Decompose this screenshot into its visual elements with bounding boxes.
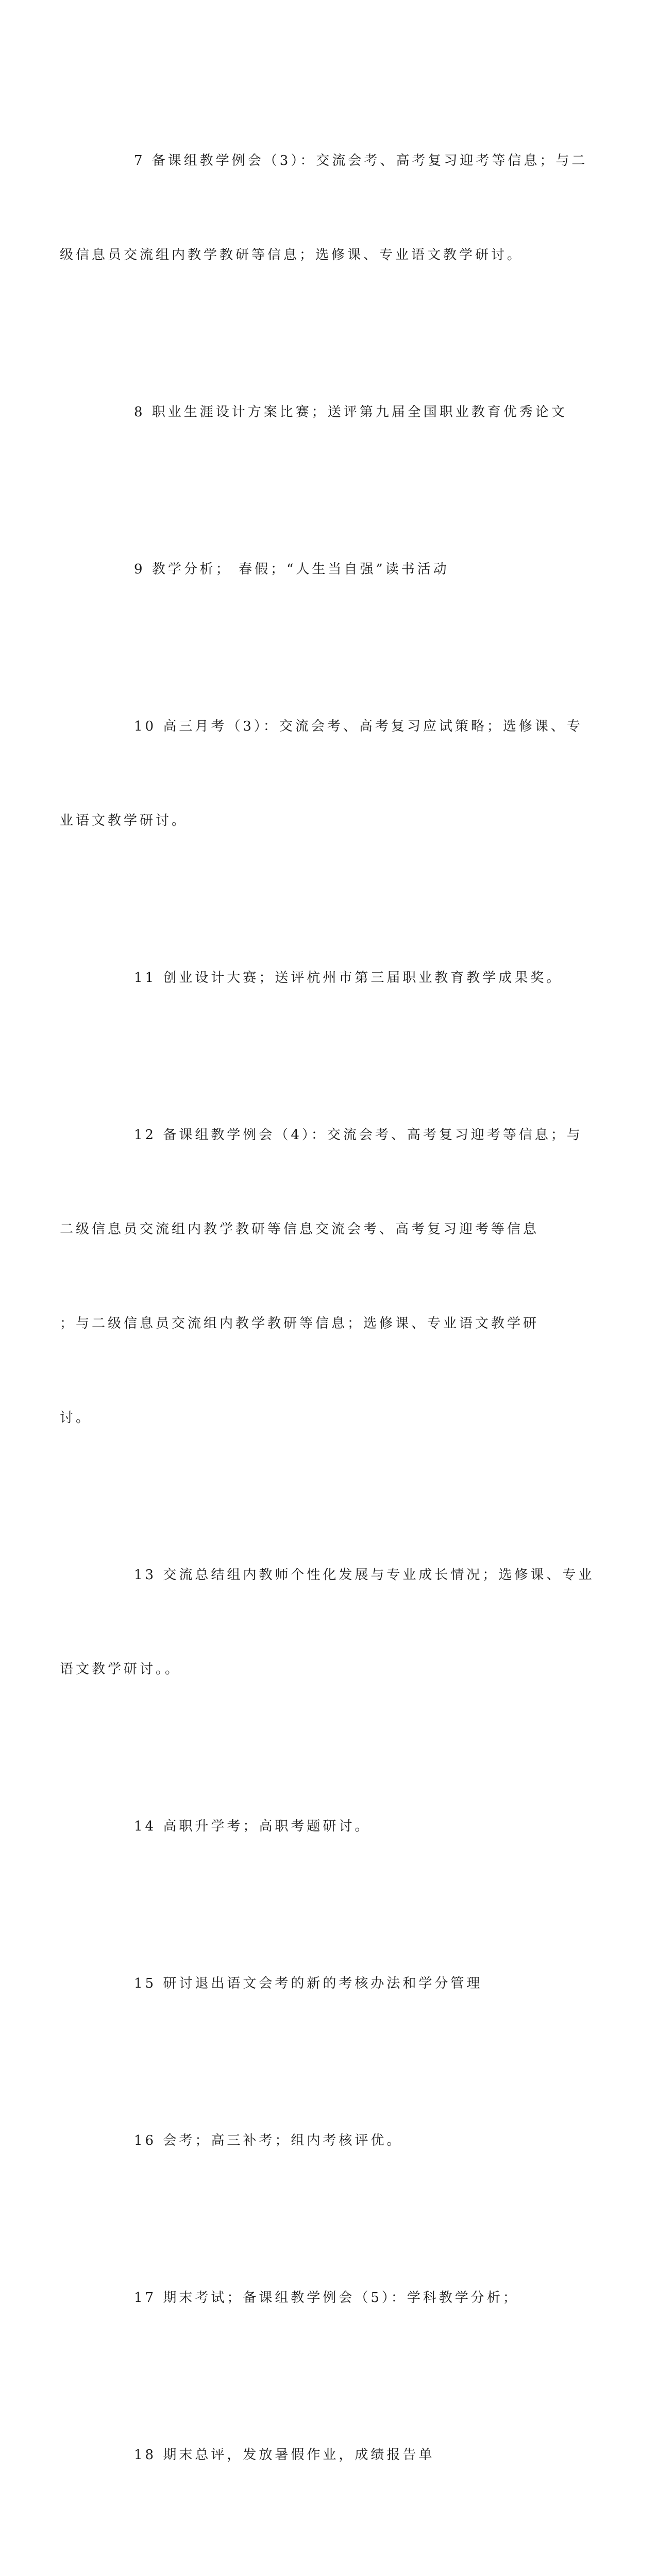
paragraph-line: 10 高三月考（3）：交流会考、高考复习应试策略；选修课、专 xyxy=(134,719,583,734)
paragraph-line: 语文教学研讨。。 xyxy=(60,1662,181,1677)
paragraph-line: 二级信息员交流组内教学教研等信息交流会考、高考复习迎考等信息 xyxy=(60,1222,540,1237)
paragraph-line: 14 高职升学考；高职考题研讨。 xyxy=(134,1819,371,1834)
paragraph-line: 17 期末考试；备课组教学例会（5）：学科教学分析； xyxy=(134,2290,519,2306)
paragraph-line: 11 创业设计大赛；送评杭州市第三届职业教育教学成果奖。 xyxy=(134,970,563,986)
paragraph-item-13 xyxy=(60,1497,595,1748)
paragraph-line: 18 期末总评，发放暑假作业，成绩报告单 xyxy=(134,2447,435,2463)
paragraph-line: 7 备课组教学例会（3）：交流会考、高考复习迎考等信息；与二 xyxy=(134,153,588,168)
paragraph-item-18 xyxy=(97,2377,555,2534)
paragraph-line: 15 研讨退出语文会考的新的考核办法和学分管理 xyxy=(134,1976,483,1991)
paragraph-item-7 xyxy=(60,82,588,334)
paragraph-item-14 xyxy=(97,1748,555,1905)
paragraph-line: 讨。 xyxy=(60,1410,92,1426)
paragraph-line: 12 备课组教学例会（4）：交流会考、高考复习迎考等信息；与 xyxy=(134,1127,583,1143)
document-body xyxy=(60,82,595,2576)
paragraph-item-12 xyxy=(60,1057,583,1497)
paragraph-item-17 xyxy=(97,2219,555,2377)
paragraph-line: 9 教学分析； 春假；“人生当自强”读书活动 xyxy=(134,562,449,577)
paragraph-item-10 xyxy=(60,648,583,900)
paragraph-item-16 xyxy=(97,2062,555,2219)
paragraph-line: 16 会考；高三补考；组内考核评优。 xyxy=(134,2133,403,2148)
paragraph-line: 业语文教学研讨。 xyxy=(60,813,188,828)
paragraph-line: 级信息员交流组内教学教研等信息；选修课、专业语文教学研讨。 xyxy=(60,247,524,263)
paragraph-item-8 xyxy=(97,334,567,491)
paragraph-item-19 xyxy=(97,2534,555,2576)
paragraph-line: 13 交流总结组内教师个性化发展与专业成长情况；选修课、专业 xyxy=(134,1567,595,1583)
paragraph-line: 8 职业生涯设计方案比赛；送评第九届全国职业教育优秀论文 xyxy=(134,404,567,420)
paragraph-item-11 xyxy=(97,900,563,1057)
paragraph-line: ；与二级信息员交流组内教学教研等信息；选修课、专业语文教学研 xyxy=(60,1316,540,1331)
paragraph-item-9 xyxy=(97,491,555,648)
paragraph-item-15 xyxy=(97,1905,555,2062)
